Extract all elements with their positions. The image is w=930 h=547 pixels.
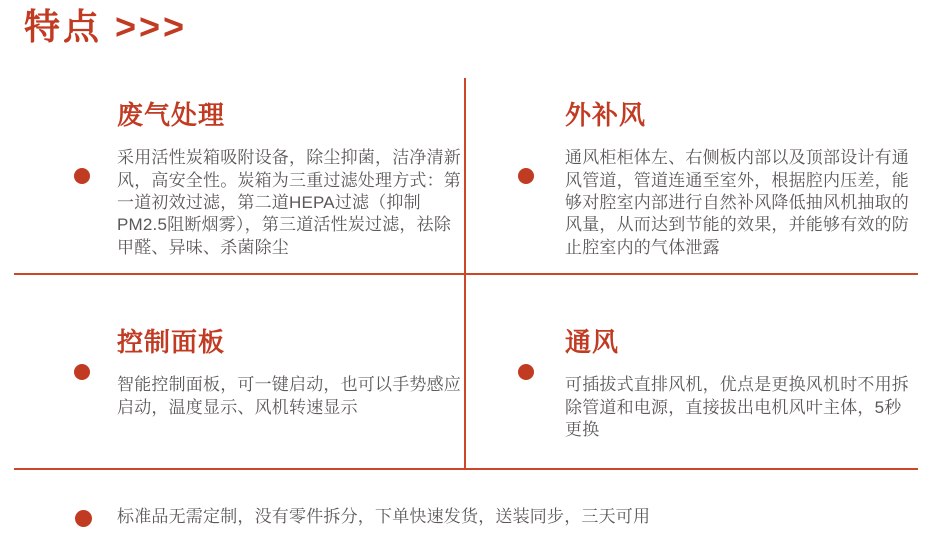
feature-heading: 控制面板 bbox=[117, 327, 226, 357]
feature-heading: 废气处理 bbox=[117, 100, 226, 130]
feature-body: 可插拔式直排风机，优点是更换风机时不用拆除管道和电源，直接拔出电机风叶主体，5秒更换 bbox=[565, 375, 909, 439]
footer-note: 标准品无需定制，没有零件拆分，下单快速发货，送装同步，三天可用 bbox=[117, 507, 651, 526]
feature-card-exhaust-treatment bbox=[117, 100, 463, 259]
feature-heading: 外补风 bbox=[565, 100, 647, 130]
horizontal-divider-bottom bbox=[14, 468, 918, 470]
horizontal-divider-mid bbox=[14, 273, 918, 275]
bullet-icon bbox=[518, 168, 534, 184]
feature-card-control-panel bbox=[117, 327, 463, 419]
feature-card-ventilation bbox=[565, 327, 917, 441]
feature-card-external-air-supply bbox=[565, 100, 917, 259]
feature-body: 智能控制面板，可一键启动，也可以手势感应启动，温度显示、风机转速显示 bbox=[117, 375, 461, 417]
feature-body: 通风柜柜体左、右侧板内部以及顶部设计有通风管道，管道连通至室外，根据腔内压差，能够对腔室内部进行自然补风降低抽风机抽取的风量，从而达到节能的效果，并能够有效的防止腔室内的气体泄露 bbox=[565, 148, 909, 257]
feature-body: 采用活性炭箱吸附设备，除尘抑菌，洁净清新风，高安全性。炭箱为三重过滤处理方式：第一道初效过滤，第二道HEPA过滤（抑制PM2.5阻断烟雾），第三道活性炭过滤，祛除甲醛、异味、杀菌除尘 bbox=[117, 148, 461, 257]
section-title: 特点 >>> bbox=[24, 6, 188, 47]
feature-heading: 通风 bbox=[565, 327, 620, 357]
bullet-icon bbox=[74, 168, 90, 184]
bullet-icon bbox=[74, 364, 90, 380]
bullet-icon bbox=[518, 364, 534, 380]
bullet-icon bbox=[75, 510, 92, 527]
